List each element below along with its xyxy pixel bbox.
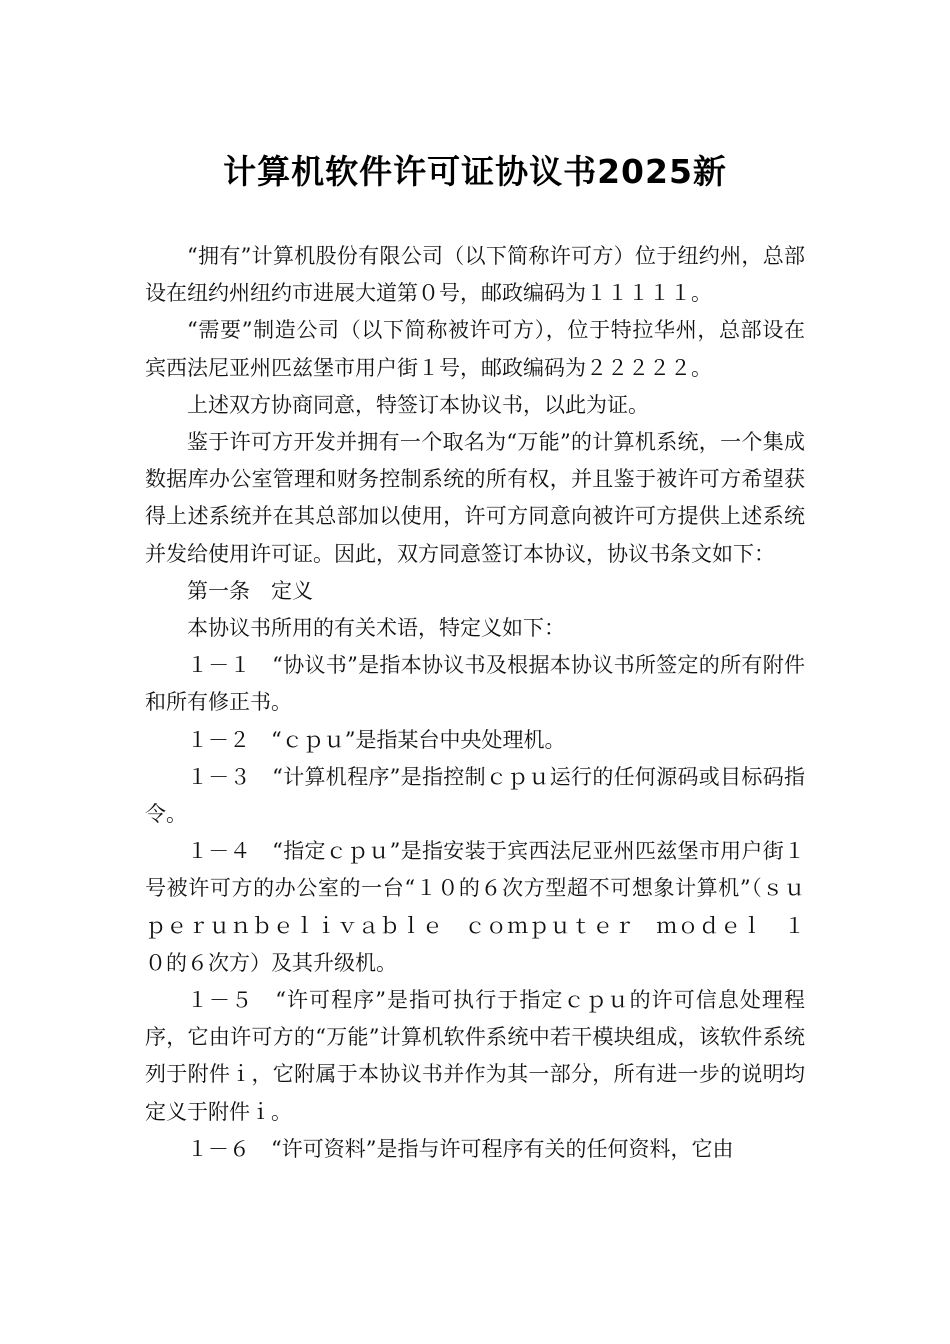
document-title: 计算机软件许可证协议书2025新 — [223, 152, 727, 192]
definition-1-1: １－１ “协议书”是指本协议书及根据本协议书所签定的所有附件和所有修正书。 — [145, 653, 805, 715]
definition-1-2: １－２ “ｃｐｕ”是指某台中央处理机。 — [187, 727, 566, 752]
document-body — [145, 238, 805, 1168]
paragraph-definitions-intro: 本协议书所用的有关术语，特定义如下： — [187, 616, 565, 641]
paragraph-agreement-intro: 上述双方协商同意，特签订本协议书，以此为证。 — [187, 392, 649, 417]
definition-1-6: １－６ “许可资料”是指与许可程序有关的任何资料，它由 — [187, 1136, 734, 1161]
definition-1-4: １－４ “指定ｃｐｕ”是指安装于宾西法尼亚州匹兹堡市用户街１号被许可方的办公室的一台“１０的６次方型超不可想象计算机”（ｓｕｐｅｒｕｎｂｅｌｉｖａｂｌｅ ｃｏｍｐｕｔｅｒ ｍｏｄｅｌ １０的６次方）及其升级机。 — [145, 839, 805, 975]
paragraph-recital: 鉴于许可方开发并拥有一个取名为“万能”的计算机系统，一个集成数据库办公室管理和财务控制系统的所有权，并且鉴于被许可方希望获得上述系统并在其总部加以使用，许可方同意向被许可方提供上述系统并发给使用许可证。因此，双方同意签订本协议，协议书条文如下： — [145, 430, 805, 566]
paragraph-licensee: “需要”制造公司（以下简称被许可方），位于特拉华州，总部设在宾西法尼亚州匹兹堡市用户街１号，邮政编码为２２２２２。 — [145, 318, 805, 380]
paragraph-licensor: “拥有”计算机股份有限公司（以下简称许可方）位于纽约州，总部设在纽约州纽约市进展大道第０号，邮政编码为１１１１１。 — [145, 244, 805, 306]
article-heading: 第一条 定义 — [187, 578, 313, 603]
definition-1-3: １－３ “计算机程序”是指控制ｃｐｕ运行的任何源码或目标码指令。 — [145, 764, 805, 827]
definition-1-5: １－５ “许可程序”是指可执行于指定ｃｐｕ的许可信息处理程序，它由许可方的“万能”计算机软件系统中若干模块组成，该软件系统列于附件ｉ，它附属于本协议书并作为其一部分，所有进一步的说明均定义于附件ｉ。 — [145, 988, 805, 1124]
